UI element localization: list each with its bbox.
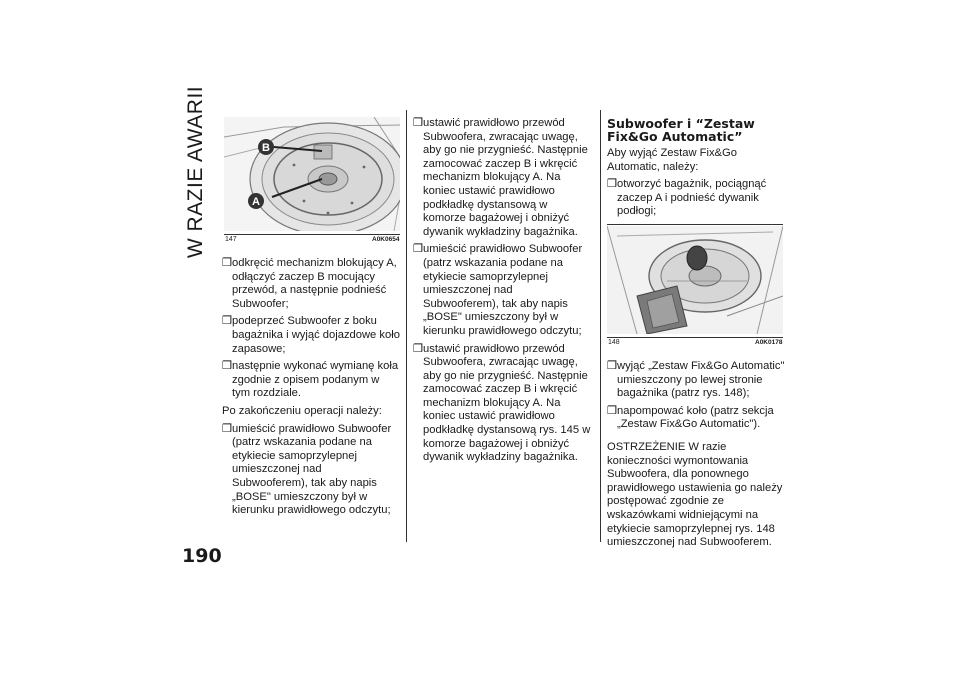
- page-number: 190: [182, 545, 222, 567]
- column-1: [222, 257, 400, 522]
- figure-147-rule: [224, 234, 400, 235]
- list-item: [222, 423, 400, 518]
- list-item: [222, 257, 400, 311]
- figure-148: [607, 226, 783, 334]
- bullet-icon: ❒: [413, 342, 424, 355]
- list-item-text: ustawić prawidłowo przewód Subwoofera, zwracając uwagę, aby go nie przygnieść. Następnie zamocować zaczep B i wkręcić mechanizm blokujący A. Na koniec ustawić prawidłowo podkładkę dystansową rys. 145 w komorze bagażowej i obniżyć dywanik wykładziny bagażnika.: [423, 342, 591, 464]
- figure-148-top-rule: [607, 224, 783, 225]
- list-item-text: następnie wykonać wymianę koła zgodnie z opisem podanym w tym rozdziale.: [232, 360, 399, 400]
- list-item-text: umieścić prawidłowo Subwoofer (patrz wskazania podane na etykiecie samoprzylepnej umieszczonej nad Subwooferem), tak aby napis „BOSE" umieszczony był w kierunku prawidłowego odczytu;: [232, 422, 392, 517]
- list-item: [607, 405, 785, 432]
- bullet-icon: ❒: [222, 315, 233, 328]
- list-item: [607, 178, 785, 219]
- section-title-text: W RAZIE AWARII: [184, 85, 208, 259]
- section-title: [179, 85, 213, 259]
- figure-148-bottom-rule: [607, 337, 783, 338]
- column-divider: [406, 110, 407, 542]
- callout-a-label: A: [252, 196, 260, 208]
- warning-paragraph: OSTRZEŻENIE W razie konieczności wymontowania Subwoofera, dla ponownego prawidłowego ustawienia go należy postępować zgodnie ze wskazówkami widniejącymi na etykiecie samoprzylepnej rys. 148 umieszczonej nad Subwooferem.: [607, 440, 783, 549]
- section-heading: Subwoofer i “Zestaw Fix&Go Automatic”: [607, 116, 755, 144]
- figure-147-number: 147: [225, 236, 237, 243]
- list-item-text: podeprzeć Subwoofer z boku bagażnika i wyjąć dojazdowe koło zapasowe;: [232, 315, 400, 355]
- list-item: [222, 315, 400, 356]
- figure-147-code: A0K0654: [372, 236, 400, 243]
- bullet-icon: ❒: [222, 422, 233, 435]
- list-item: [607, 360, 785, 401]
- list-item: [413, 243, 591, 338]
- list-item-text: odkręcić mechanizm blokujący A, odłączyć zaczep B mocujący przewód, a następnie podnieść Subwoofer;: [232, 257, 397, 310]
- bullet-icon: ❒: [222, 360, 233, 373]
- column-3: [607, 117, 785, 223]
- bullet-icon: ❒: [222, 257, 233, 269]
- column-2: [413, 117, 591, 469]
- column-3-lower: [607, 360, 785, 554]
- figure-147: [224, 117, 400, 231]
- list-item: [222, 360, 400, 401]
- callout-b-label: B: [262, 142, 270, 154]
- intro-paragraph: Aby wyjąć Zestaw Fix&Go Automatic, należy:: [607, 147, 737, 173]
- list-item-text: wyjąć „Zestaw Fix&Go Automatic" umieszczony po lewej stronie bagażnika (patrz rys. 148);: [617, 360, 785, 400]
- figure-147-illustration: [224, 117, 400, 231]
- bullet-icon: ❒: [607, 404, 618, 417]
- list-item-text: napompować koło (patrz sekcja „Zestaw Fix&Go Automatic").: [617, 404, 774, 431]
- list-item-text: otworzyć bagażnik, pociągnąć zaczep A i podnieść dywanik podłogi;: [617, 178, 767, 218]
- paragraph: Po zakończeniu operacji należy:: [222, 404, 382, 417]
- bullet-icon: ❒: [413, 243, 424, 256]
- list-item-text: ustawić prawidłowo przewód Subwoofera, zwracając uwagę, aby go nie przygnieść. Następnie zamocować zaczep B i wkręcić mechanizm blokujący A. Na koniec ustawić prawidłowo podkładkę dystansową w komorze bagażowej i obniżyć dywanik wykładziny bagażnika.: [423, 117, 588, 238]
- figure-148-code: A0K0178: [755, 339, 783, 346]
- column-divider: [600, 110, 601, 542]
- list-item-text: umieścić prawidłowo Subwoofer (patrz wskazania podane na etykiecie samoprzylepnej umieszczonej nad Subwooferem), tak aby napis „BOSE" umieszczony był w kierunku prawidłowego odczytu;: [423, 243, 583, 337]
- bullet-icon: ❒: [413, 117, 424, 129]
- list-item: [413, 117, 591, 239]
- bullet-icon: ❒: [607, 360, 618, 372]
- figure-148-number: 148: [608, 339, 620, 346]
- figure-148-illustration: [607, 226, 783, 334]
- list-item: [413, 343, 591, 465]
- bullet-icon: ❒: [607, 178, 618, 191]
